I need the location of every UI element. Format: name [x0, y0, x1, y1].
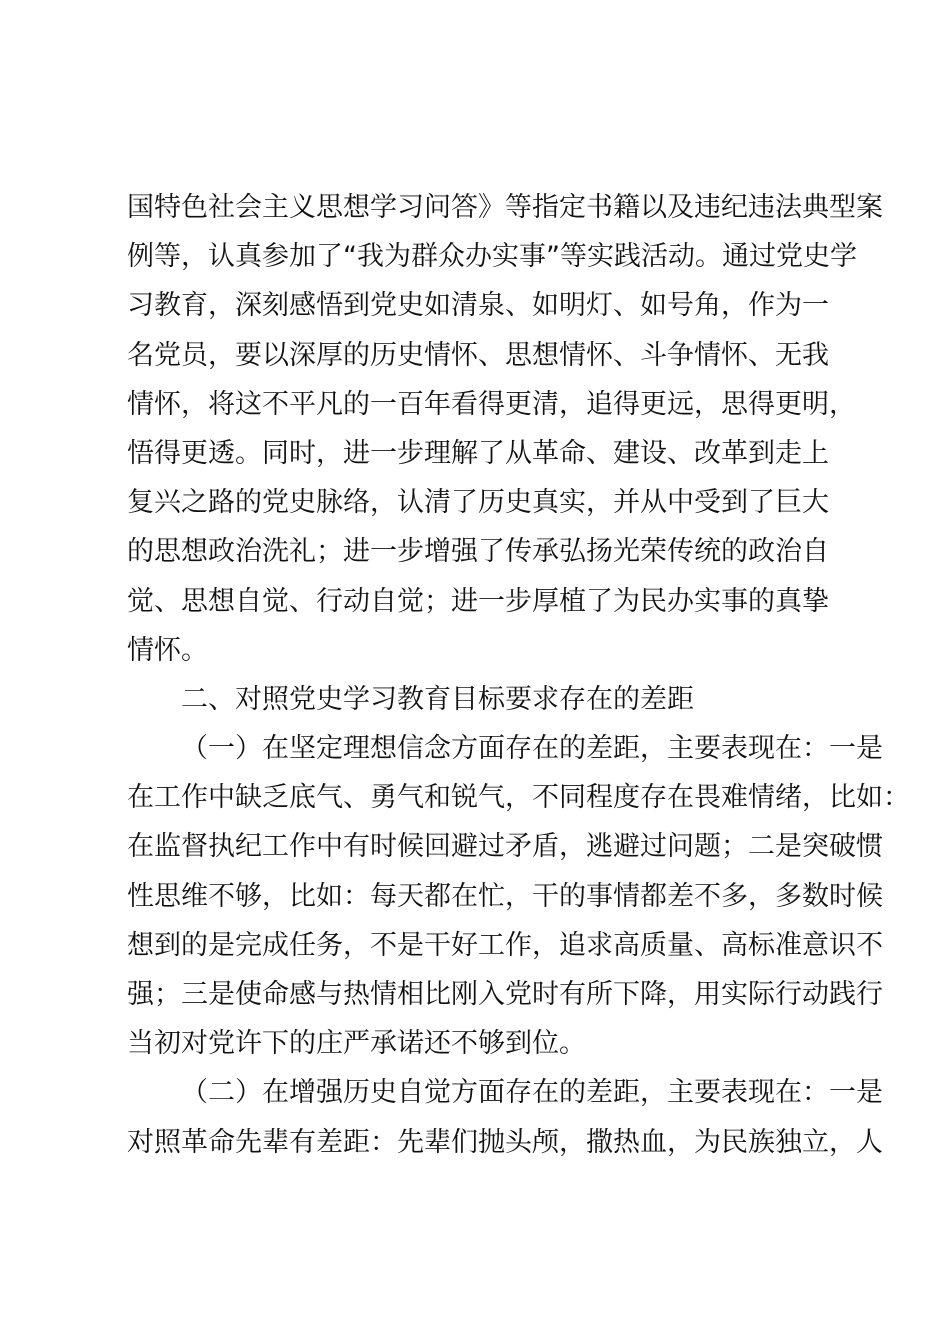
paragraph-line: 的思想政治洗礼；进一步增强了传承弘扬光荣传统的政治自: [127, 536, 829, 568]
paragraph-line: 情怀，将这不平凡的一百年看得更清，追得更远，思得更明，: [127, 388, 856, 420]
paragraph-line: 性思维不够，比如：每天都在忙，干的事情都差不多，多数时候: [127, 880, 883, 912]
section-heading: 二、对照党史学习教育目标要求存在的差距: [181, 683, 694, 715]
paragraph-line: 国特色社会主义思想学习问答》等指定书籍以及违纪违法典型案: [127, 192, 883, 223]
paragraph-line: 想到的是完成任务，不是干好工作，追求高质量、高标准意识不: [127, 929, 883, 961]
paragraph-line: 当初对党许下的庄严承诺还不够到位。: [127, 1028, 586, 1060]
paragraph-line: 名党员，要以深厚的历史情怀、思想情怀、斗争情怀、无我: [127, 339, 829, 371]
paragraph-line: 觉、思想自觉、行动自觉；进一步厚植了为民办实事的真挚: [127, 585, 829, 617]
paragraph-line: 习教育，深刻感悟到党史如清泉、如明灯、如号角，作为一: [127, 290, 829, 322]
document-body: [127, 183, 910, 1167]
paragraph-line: （一）在坚定理想信念方面存在的差距，主要表现在：一是: [181, 733, 883, 765]
paragraph-line: 例等，认真参加了“我为群众办实事”等实践活动。通过党史学: [127, 241, 857, 273]
paragraph-line: 对照革命先辈有差距：先辈们抛头颅，撒热血，为民族独立，人: [127, 1126, 883, 1158]
paragraph-line: 强；三是使命感与热情相比刚入党时有所下降，用实际行动践行: [127, 979, 883, 1010]
paragraph-line: 在工作中缺乏底气、勇气和锐气，不同程度存在畏难情绪，比如：: [127, 782, 910, 814]
paragraph-line: 在监督执纪工作中有时候回避过矛盾，逃避过问题；二是突破惯: [127, 831, 883, 863]
paragraph-line: 情怀。: [127, 634, 208, 666]
paragraph-line: 悟得更透。同时，进一步理解了从革命、建设、改革到走上: [127, 437, 829, 469]
paragraph-line: （二）在增强历史自觉方面存在的差距，主要表现在：一是: [181, 1077, 883, 1109]
paragraph-line: 复兴之路的党史脉络，认清了历史真实，并从中受到了巨大: [127, 487, 829, 519]
